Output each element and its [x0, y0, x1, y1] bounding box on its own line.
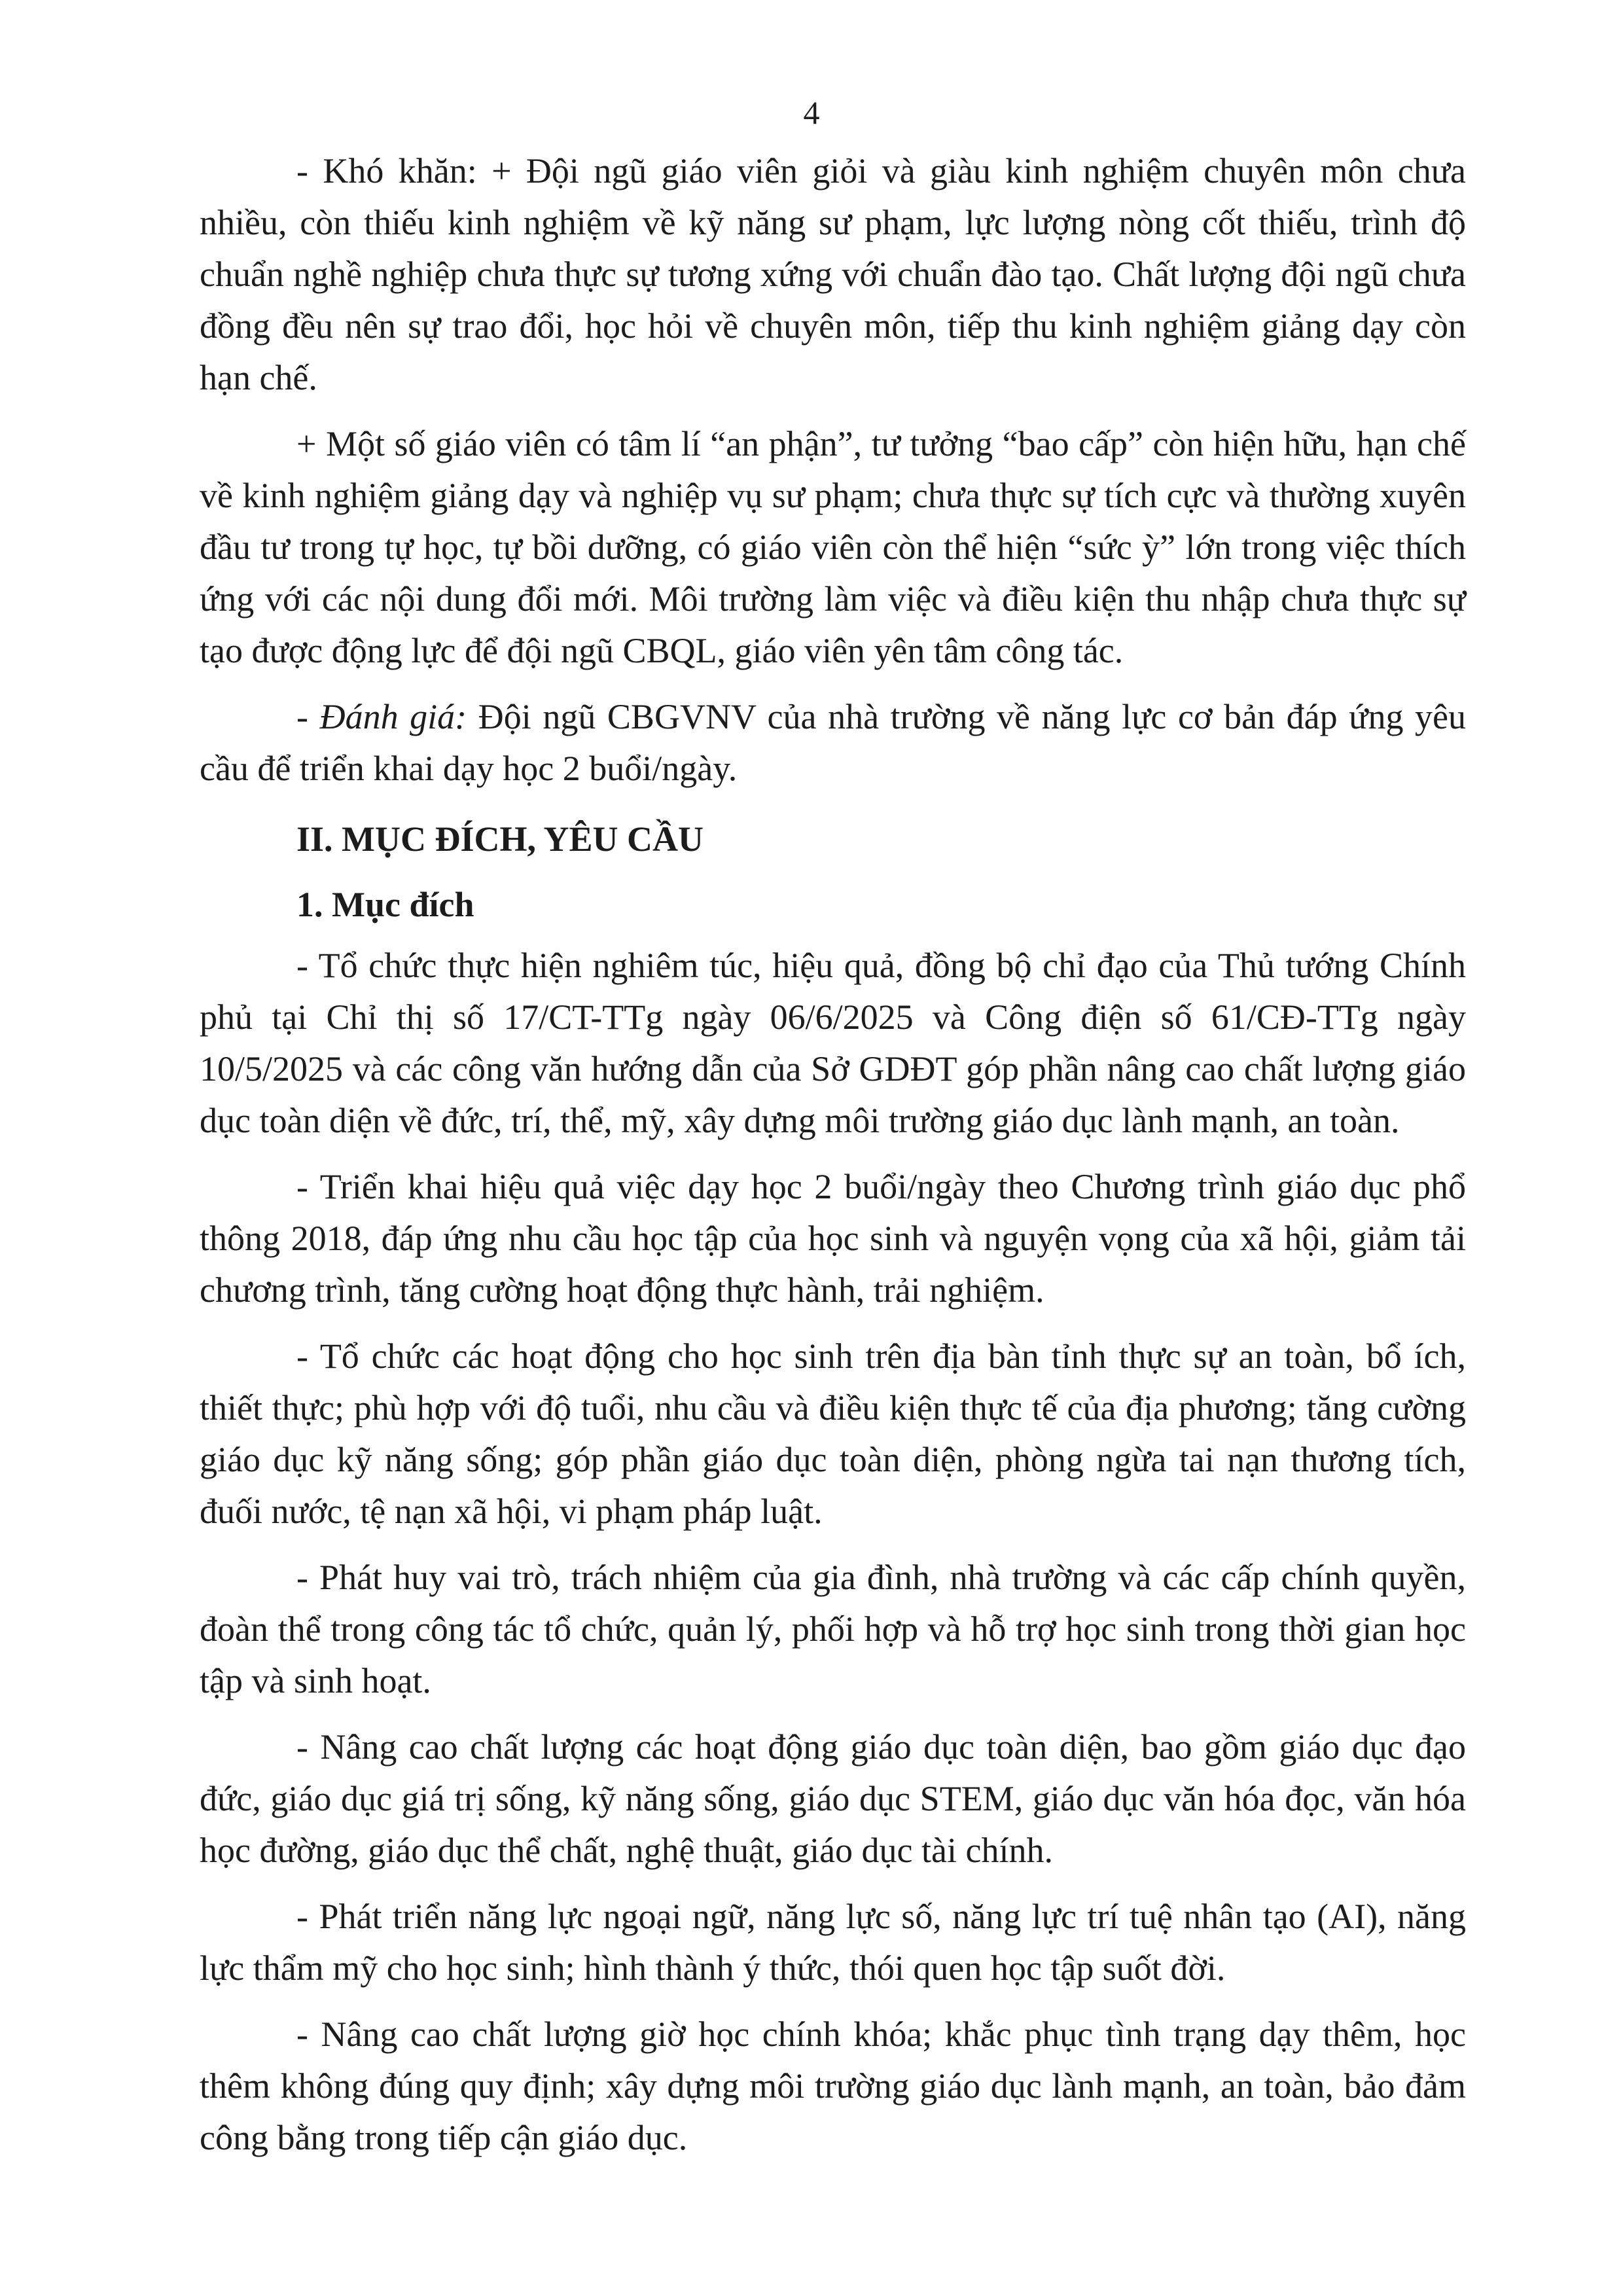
evaluation-paragraph — [200, 691, 1466, 795]
document-body — [200, 145, 1466, 2178]
evaluation-dash: - — [296, 697, 320, 736]
difficulty-dash: - Khó khăn: — [296, 151, 492, 190]
difficulty-point-1: + Đội ngũ giáo viên giỏi và giàu kinh nghiệm chuyên môn chưa nhiều, còn thiếu kinh nghiệm về kỹ năng sư phạm, lực lượng nòng cốt thiếu, trình độ chuẩn nghề nghiệp chưa thực sự tương xứng với chuẩn đào tạo. Chất lượng đội ngũ chưa đồng đều nên sự trao đổi, học hỏi về chuyên môn, tiếp thu kinh nghiệm giảng dạy còn hạn chế. — [200, 151, 1466, 397]
purpose-item: - Tổ chức các hoạt động cho học sinh trên địa bàn tỉnh thực sự an toàn, bổ ích, thiết thực; phù hợp với độ tuổi, nhu cầu và điều kiện thực tế của địa phương; tăng cường giáo dục kỹ năng sống; góp phần giáo dục toàn diện, phòng ngừa tai nạn thương tích, đuối nước, tệ nạn xã hội, vi phạm pháp luật. — [200, 1336, 1466, 1531]
purpose-item: - Phát huy vai trò, trách nhiệm của gia đình, nhà trường và các cấp chính quyền, đoàn thể trong công tác tổ chức, quản lý, phối hợp và hỗ trợ học sinh trong thời gian học tập và sinh hoạt. — [200, 1558, 1466, 1700]
evaluation-label: Đánh giá: — [319, 697, 467, 736]
purpose-item: - Tổ chức thực hiện nghiêm túc, hiệu quả, đồng bộ chỉ đạo của Thủ tướng Chính phủ tại Chỉ thị số 17/CT-TTg ngày 06/6/2025 và Công điện số 61/CĐ-TTg ngày 10/5/2025 và các công văn hướng dẫn của Sở GDĐT góp phần nâng cao chất lượng giáo dục toàn diện về đức, trí, thể, mỹ, xây dựng môi trường giáo dục lành mạnh, an toàn. — [200, 946, 1466, 1140]
section-heading: II. MỤC ĐÍCH, YÊU CẦU — [296, 819, 704, 859]
purpose-item: - Triển khai hiệu quả việc dạy học 2 buổi/ngày theo Chương trình giáo dục phổ thông 2018, đáp ứng nhu cầu học tập của học sinh và nguyện vọng của xã hội, giảm tải chương trình, tăng cường hoạt động thực hành, trải nghiệm. — [200, 1167, 1466, 1310]
purpose-item: - Nâng cao chất lượng các hoạt động giáo dục toàn diện, bao gồm giáo dục đạo đức, giáo dục giá trị sống, kỹ năng sống, giáo dục STEM, giáo dục văn hóa đọc, văn hóa học đường, giáo dục thể chất, nghệ thuật, giáo dục tài chính. — [200, 1727, 1466, 1870]
evaluation-text: Đội ngũ CBGVNV của nhà trường về năng lực cơ bản đáp ứng yêu cầu để triển khai dạy học 2 buổi/ngày. — [200, 697, 1467, 788]
subsection-heading: 1. Mục đích — [296, 885, 474, 924]
purpose-item: - Phát triển năng lực ngoại ngữ, năng lực số, năng lực trí tuệ nhân tạo (AI), năng lực thẩm mỹ cho học sinh; hình thành ý thức, thói quen học tập suốt đời. — [200, 1897, 1466, 1988]
difficulty-paragraph — [200, 145, 1466, 404]
purpose-item: - Nâng cao chất lượng giờ học chính khóa; khắc phục tình trạng dạy thêm, học thêm không đúng quy định; xây dựng môi trường giáo dục lành mạnh, an toàn, bảo đảm công bằng trong tiếp cận giáo dục. — [200, 2015, 1466, 2157]
difficulty-point-2: + Một số giáo viên có tâm lí “an phận”, tư tưởng “bao cấp” còn hiện hữu, hạn chế về kinh nghiệm giảng dạy và nghiệp vụ sư phạm; chưa thực sự tích cực và thường xuyên đầu tư trong tự học, tự bồi dưỡng, có giáo viên còn thể hiện “sức ỳ” lớn trong việc thích ứng với các nội dung đổi mới. Môi trường làm việc và điều kiện thu nhập chưa thực sự tạo được động lực để đội ngũ CBQL, giáo viên yên tâm công tác. — [200, 424, 1466, 670]
page-number: 4 — [803, 94, 820, 131]
